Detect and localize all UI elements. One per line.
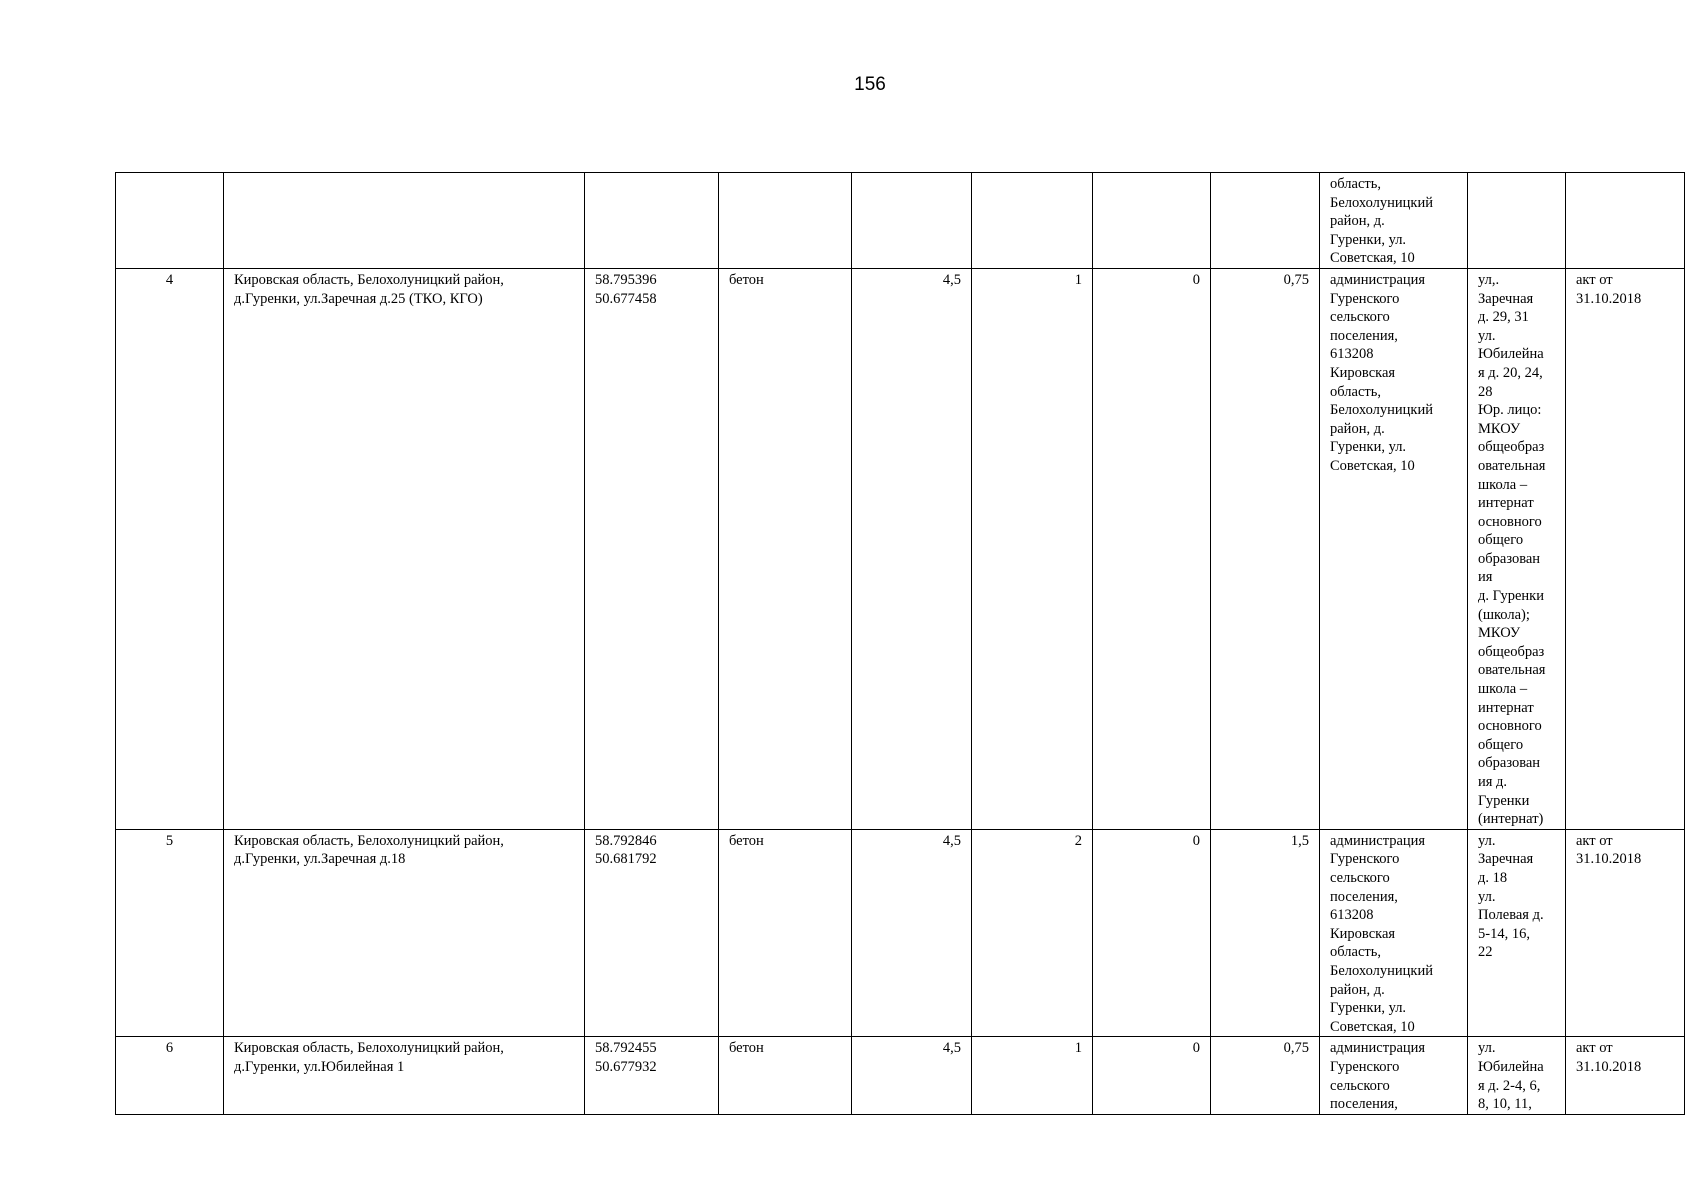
cell-num: 6 [116,1037,224,1114]
cell-text-line: ул. [1478,832,1496,849]
cell-text-line: Юбилейна [1478,1058,1544,1075]
cell-text-line: овательная [1478,662,1546,679]
cell-text-line: школа – [1478,681,1528,698]
cell-text-line: д.Гуренки, ул.Заречная д.25 (ТКО, КГО) [234,290,483,307]
cell-text-line: 28 [1478,383,1493,400]
cell-text-line: Советская, 10 [1330,1018,1415,1035]
waste-sites-table [115,172,1685,1115]
cell-text-line: Гуренского [1330,851,1400,868]
cell-text-line: акт от [1576,832,1613,849]
cell-text-line: д. Гуренки [1478,588,1544,605]
cell-text-line: область, [1330,383,1381,400]
cell-area [852,173,972,269]
cell-text-line: Гуренки [1478,792,1530,809]
cell-text-line: акт от [1576,271,1613,288]
cell-text-line: овательная [1478,457,1546,474]
cell-coordinates [585,829,719,1037]
cell-text-line: 31.10.2018 [1576,851,1642,868]
table-row [116,1037,1685,1114]
cell-area: 4,5 [852,268,972,829]
cell-coordinates [585,173,719,269]
cell-text-line: администрация [1330,832,1426,849]
cell-text-line: д. 18 [1478,869,1508,886]
cell-text-line: Гуренки, ул. [1330,231,1407,248]
cell-act [1566,268,1685,829]
cell-text-line: Кировская область, Белохолуницкий район, [234,271,504,288]
cell-text-line: общего [1478,736,1524,753]
cell-text-line: интернат [1478,495,1534,512]
cell-text-line: ул. [1478,327,1496,344]
cell-text-line: 58.792846 [595,832,657,849]
cell-text-line: я д. 20, 24, [1478,364,1543,381]
cell-text-line: 8, 10, 11, [1478,1096,1532,1113]
cell-text-line: образован [1478,755,1541,772]
cell-address [224,829,585,1037]
cell-act [1566,829,1685,1037]
cell-containers: 1 [972,1037,1093,1114]
cell-text-line: Полевая д. [1478,907,1544,924]
cell-text-line: Гуренки, ул. [1330,1000,1407,1017]
cell-served-objects [1468,829,1566,1037]
cell-bunkers: 0 [1093,268,1211,829]
cell-text-line: Юбилейна [1478,346,1544,363]
cell-text-line: 58.795396 [595,271,657,288]
cell-coordinates [585,1037,719,1114]
cell-text-line: (интернат) [1478,811,1544,828]
cell-text-line: ул. [1478,888,1496,905]
cell-text-line: акт от [1576,1040,1613,1057]
cell-text-line: 31.10.2018 [1576,290,1642,307]
cell-bunkers: 0 [1093,1037,1211,1114]
cell-text-line: 22 [1478,944,1493,961]
cell-area: 4,5 [852,1037,972,1114]
cell-text-line: 58.792455 [595,1040,657,1057]
cell-coordinates [585,268,719,829]
cell-text-line: Гуренского [1330,1058,1400,1075]
cell-surface: бетон [719,1037,852,1114]
cell-text-line: общего [1478,532,1524,549]
cell-text-line: Белохолуницкий [1330,194,1433,211]
cell-text-line: Белохолуницкий [1330,402,1433,419]
cell-text-line: район, д. [1330,213,1385,230]
cell-text-line: 613208 [1330,346,1374,363]
cell-address [224,1037,585,1114]
cell-text-line: основного [1478,718,1542,735]
cell-text-line: школа – [1478,476,1528,493]
cell-text-line: поселения, [1330,327,1398,344]
cell-text-line: поселения, [1330,1096,1398,1113]
cell-surface: бетон [719,829,852,1037]
cell-text-line: 50.681792 [595,851,657,868]
cell-served-objects [1468,173,1566,269]
cell-text-line: сельского [1330,309,1390,326]
cell-text-line: администрация [1330,271,1426,288]
cell-text-line: образован [1478,550,1541,567]
cell-text-line: 5-14, 16, [1478,925,1530,942]
cell-surface: бетон [719,268,852,829]
table-row [116,268,1685,829]
cell-text-line: администрация [1330,1040,1426,1057]
cell-text-line: Гуренки, ул. [1330,439,1407,456]
cell-text-line: Кировская область, Белохолуницкий район, [234,1040,504,1057]
cell-text-line: основного [1478,513,1542,530]
cell-text-line: я д. 2-4, 6, [1478,1077,1541,1094]
cell-text-line: 613208 [1330,907,1374,924]
cell-administration [1320,173,1468,269]
cell-containers: 2 [972,829,1093,1037]
cell-volume: 0,75 [1211,1037,1320,1114]
cell-containers [972,173,1093,269]
cell-text-line: ул,. [1478,271,1500,288]
cell-text-line: сельского [1330,1077,1390,1094]
cell-text-line: Кировская [1330,925,1396,942]
cell-text-line: общеобраз [1478,439,1545,456]
cell-text-line: ия д. [1478,774,1508,790]
cell-text-line: Советская, 10 [1330,250,1415,267]
cell-address [224,173,585,269]
cell-bunkers [1093,173,1211,269]
cell-text-line: Белохолуницкий [1330,962,1433,979]
cell-text-line: МКОУ [1478,625,1521,642]
cell-text-line: Кировская область, Белохолуницкий район, [234,832,504,849]
cell-text-line: Юр. лицо: [1478,402,1542,419]
cell-text-line: Заречная [1478,290,1534,307]
cell-text-line: ул. [1478,1040,1496,1057]
cell-served-objects [1468,268,1566,829]
page-number: 156 [854,74,886,95]
table-row [116,829,1685,1037]
cell-num [116,173,224,269]
cell-text-line: область, [1330,944,1381,961]
cell-volume: 0,75 [1211,268,1320,829]
cell-text-line: Гуренского [1330,290,1400,307]
cell-text-line: ия [1478,569,1493,586]
cell-act [1566,1037,1685,1114]
cell-volume [1211,173,1320,269]
cell-text-line: район, д. [1330,981,1385,998]
cell-administration [1320,268,1468,829]
cell-text-line: поселения, [1330,888,1398,905]
cell-address [224,268,585,829]
cell-surface [719,173,852,269]
cell-administration [1320,829,1468,1037]
cell-administration [1320,1037,1468,1114]
cell-text-line: интернат [1478,699,1534,716]
cell-text-line: д.Гуренки, ул.Заречная д.18 [234,851,406,868]
cell-text-line: Заречная [1478,851,1534,868]
cell-text-line: область, [1330,176,1381,192]
cell-text-line: 31.10.2018 [1576,1058,1642,1075]
table-row-continuation [116,173,1685,269]
cell-text-line: общеобраз [1478,643,1545,660]
cell-text-line: Советская, 10 [1330,457,1415,474]
cell-text-line: 50.677932 [595,1058,657,1075]
cell-area: 4,5 [852,829,972,1037]
cell-text-line: сельского [1330,869,1390,886]
cell-volume: 1,5 [1211,829,1320,1037]
cell-num: 5 [116,829,224,1037]
cell-bunkers: 0 [1093,829,1211,1037]
cell-served-objects [1468,1037,1566,1114]
cell-text-line: (школа); [1478,606,1530,623]
cell-text-line: д. 29, 31 [1478,309,1529,326]
cell-text-line: район, д. [1330,420,1385,437]
cell-text-line: Кировская [1330,364,1396,381]
cell-text-line: 50.677458 [595,290,657,307]
cell-num: 4 [116,268,224,829]
cell-text-line: МКОУ [1478,420,1521,437]
cell-containers: 1 [972,268,1093,829]
cell-text-line: д.Гуренки, ул.Юбилейная 1 [234,1058,405,1075]
cell-act [1566,173,1685,269]
